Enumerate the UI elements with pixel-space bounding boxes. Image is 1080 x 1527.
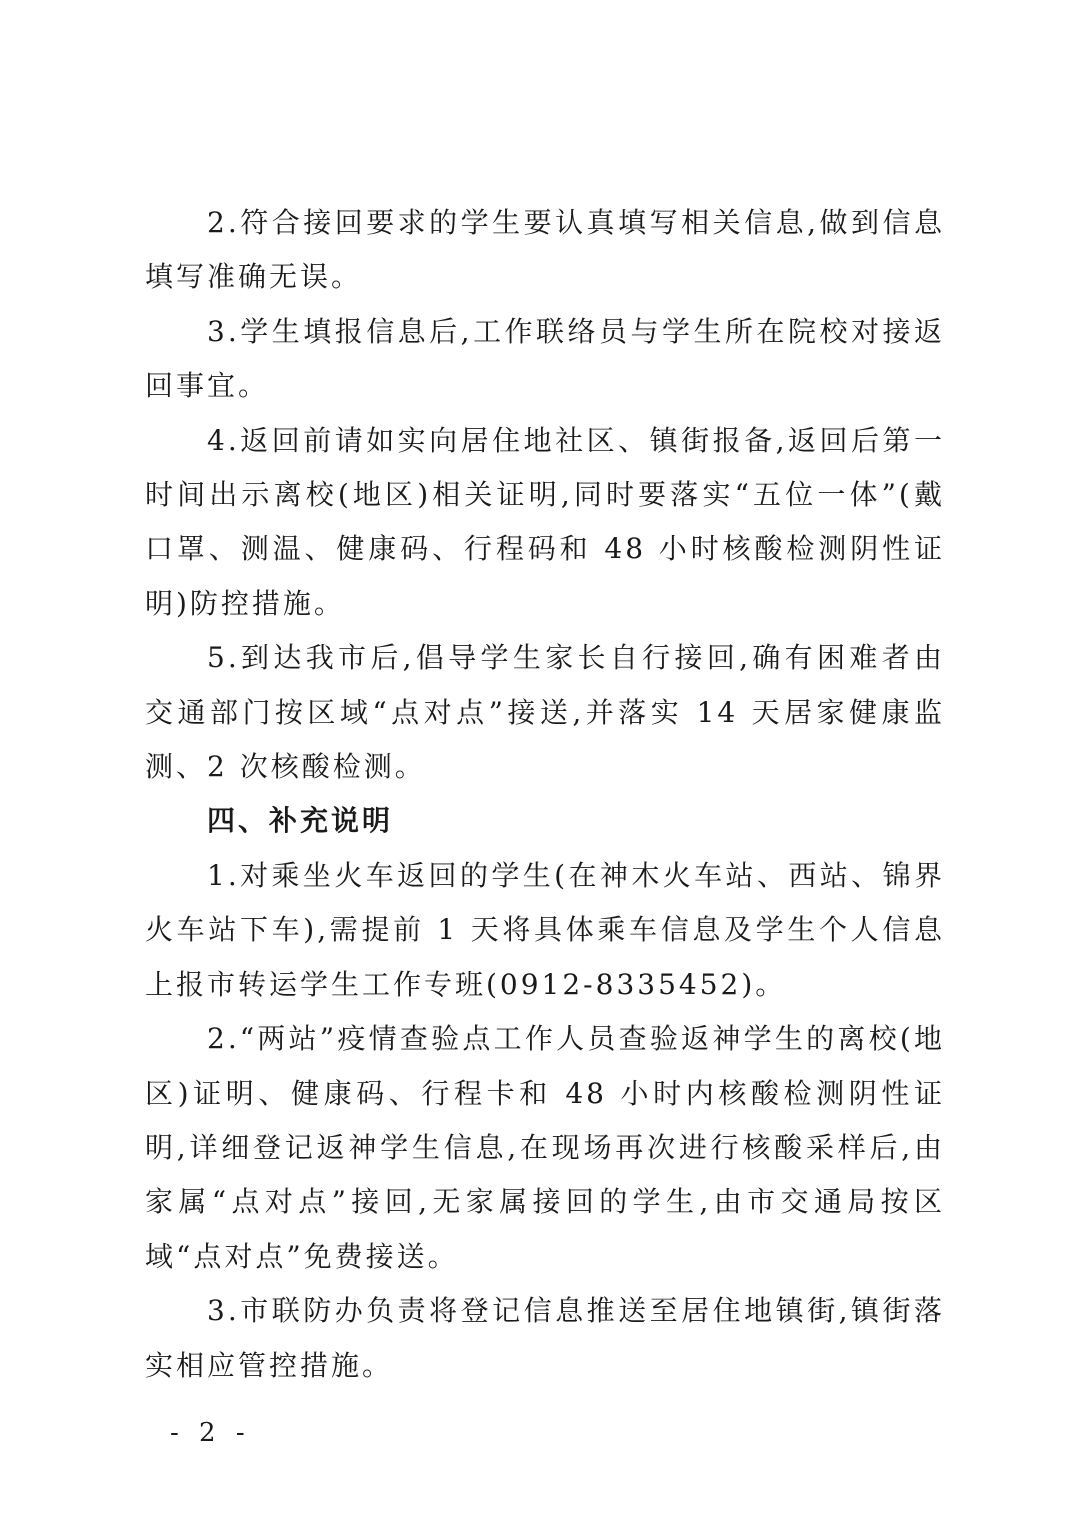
supplement-item-1: 1.对乘坐火车返回的学生(在神木火车站、西站、锦界火车站下车),需提前 1 天将具体乘车信息及学生个人信息上报市转运学生工作专班(0912-8335452)。 xyxy=(145,858,945,1001)
supplement-item-2: 2.“两站”疫情查验点工作人员查验返神学生的离校(地区)证明、健康码、行程卡和 48 小时内核酸检测阴性证明,详细登记返神学生信息,在现场再次进行核酸采样后,由家属“点对点”接回,无家属接回的学生,由市交通局按区域“点对点”免费接送。 xyxy=(145,1022,945,1273)
section-heading: 四、补充说明 xyxy=(207,804,394,838)
supplement-item-3: 3.市联防办负责将登记信息推送至居住地镇街,镇街落实相应管控措施。 xyxy=(145,1294,945,1382)
paragraph-item-3: 3.学生填报信息后,工作联络员与学生所在院校对接返回事宜。 xyxy=(145,314,945,403)
document-body xyxy=(145,196,945,1393)
page-number: - 2 - xyxy=(170,1418,251,1448)
paragraph-item-5: 5.到达我市后,倡导学生家长自行接回,确有困难者由交通部门按区域“点对点”接送,并落实 14 天居家健康监测、2 次核酸检测。 xyxy=(145,641,945,784)
paragraph-item-4: 4.返回前请如实向居住地社区、镇街报备,返回后第一时间出示离校(地区)相关证明,同时要落实“五位一体”(戴口罩、测温、健康码、行程码和 48 小时核酸检测阴性证明)防控措施。 xyxy=(145,423,945,620)
paragraph-item-2: 2.符合接回要求的学生要认真填写相关信息,做到信息填写准确无误。 xyxy=(145,206,945,294)
